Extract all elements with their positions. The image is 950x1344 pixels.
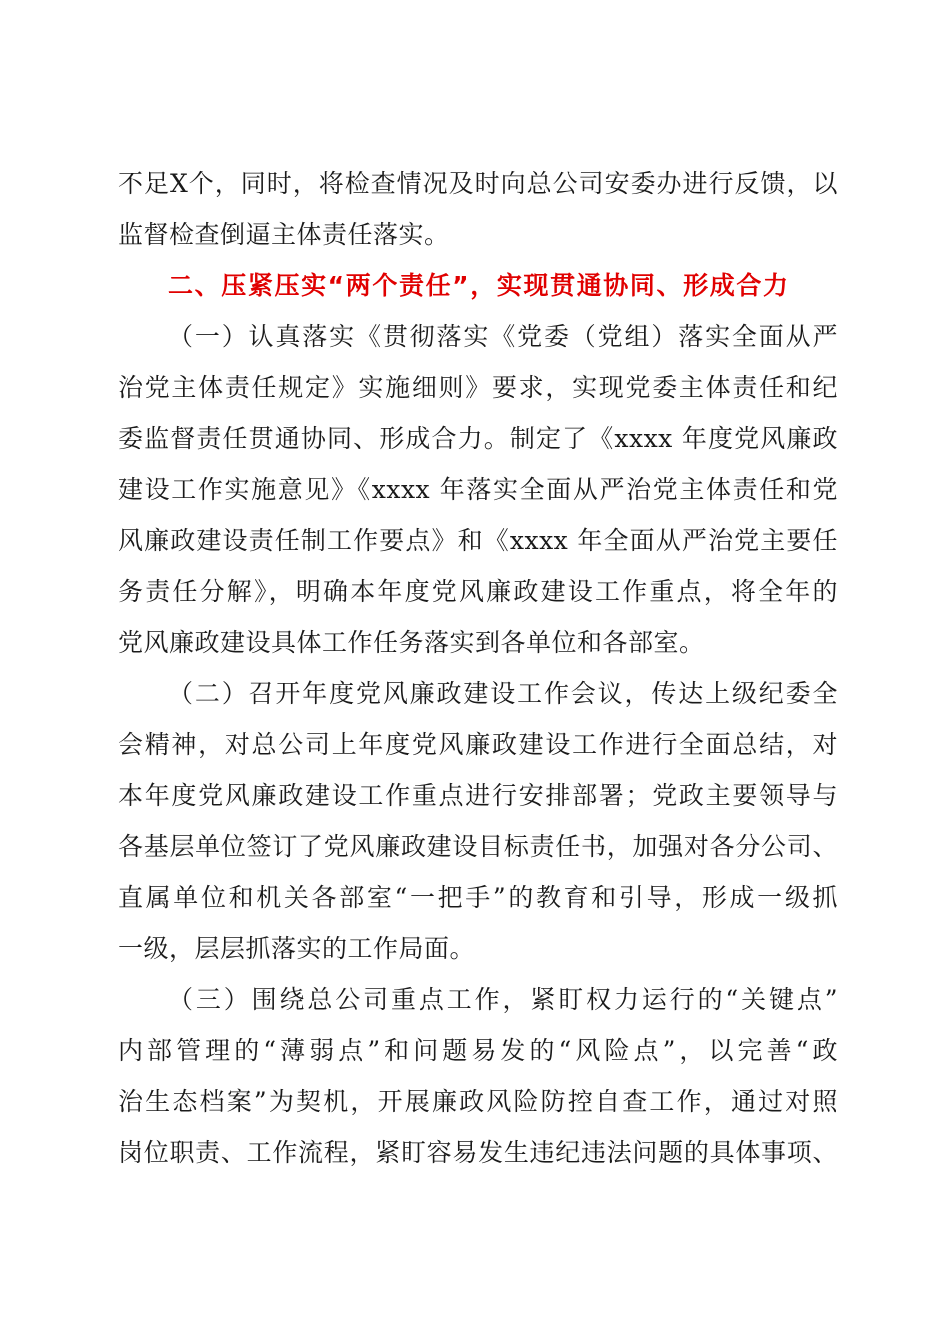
paragraph-1-line-4: 建设工作实施意见》《xxxx 年落实全面从严治党主体责任和党: [118, 475, 838, 504]
paragraph-2-line-2: 会精神，对总公司上年度党风廉政建设工作进行全面总结，对: [118, 730, 838, 759]
paragraph-1-line-6: 务责任分解》，明确本年度党风廉政建设工作重点，将全年的: [118, 577, 838, 606]
paragraph-3-line-2: 内部管理的“薄弱点”和问题易发的“风险点”，以完善“政: [118, 1036, 838, 1065]
intro-line-2: 监督检查倒逼主体责任落实。: [118, 220, 450, 249]
paragraph-1-line-2: 治党主体责任规定》实施细则》要求，实现党委主体责任和纪: [118, 373, 838, 402]
paragraph-2-line-3: 本年度党风廉政建设工作重点进行安排部署；党政主要领导与: [118, 781, 838, 810]
paragraph-2-line-6: 一级，层层抓落实的工作局面。: [118, 934, 476, 963]
paragraph-3-line-4: 岗位职责、工作流程，紧盯容易发生违纪违法问题的具体事项、: [118, 1138, 838, 1167]
paragraph-1-line-1: （一）认真落实《贯彻落实《党委（党组）落实全面从严: [168, 322, 838, 351]
paragraph-2-line-1: （二）召开年度党风廉政建设工作会议，传达上级纪委全: [168, 679, 838, 708]
paragraph-2-line-4: 各基层单位签订了党风廉政建设目标责任书，加强对各分公司、: [118, 832, 838, 861]
paragraph-3-line-3: 治生态档案”为契机，开展廉政风险防控自查工作，通过对照: [118, 1087, 838, 1116]
intro-line-1: 不足X个，同时，将检查情况及时向总公司安委办进行反馈，以: [118, 169, 838, 198]
paragraph-1-line-5: 风廉政建设责任制工作要点》和《xxxx 年全面从严治党主要任: [118, 526, 838, 555]
paragraph-2-line-5: 直属单位和机关各部室“一把手”的教育和引导，形成一级抓: [118, 883, 838, 912]
paragraph-3-line-1: （三）围绕总公司重点工作，紧盯权力运行的“关键点”: [168, 985, 838, 1014]
paragraph-1-line-3: 委监督责任贯通协同、形成合力。制定了《xxxx 年度党风廉政: [118, 424, 838, 453]
section-heading: 二、压紧压实“两个责任”，实现贯通协同、形成合力: [168, 271, 788, 300]
paragraph-1-line-7: 党风廉政建设具体工作任务落实到各单位和各部室。: [118, 628, 705, 657]
